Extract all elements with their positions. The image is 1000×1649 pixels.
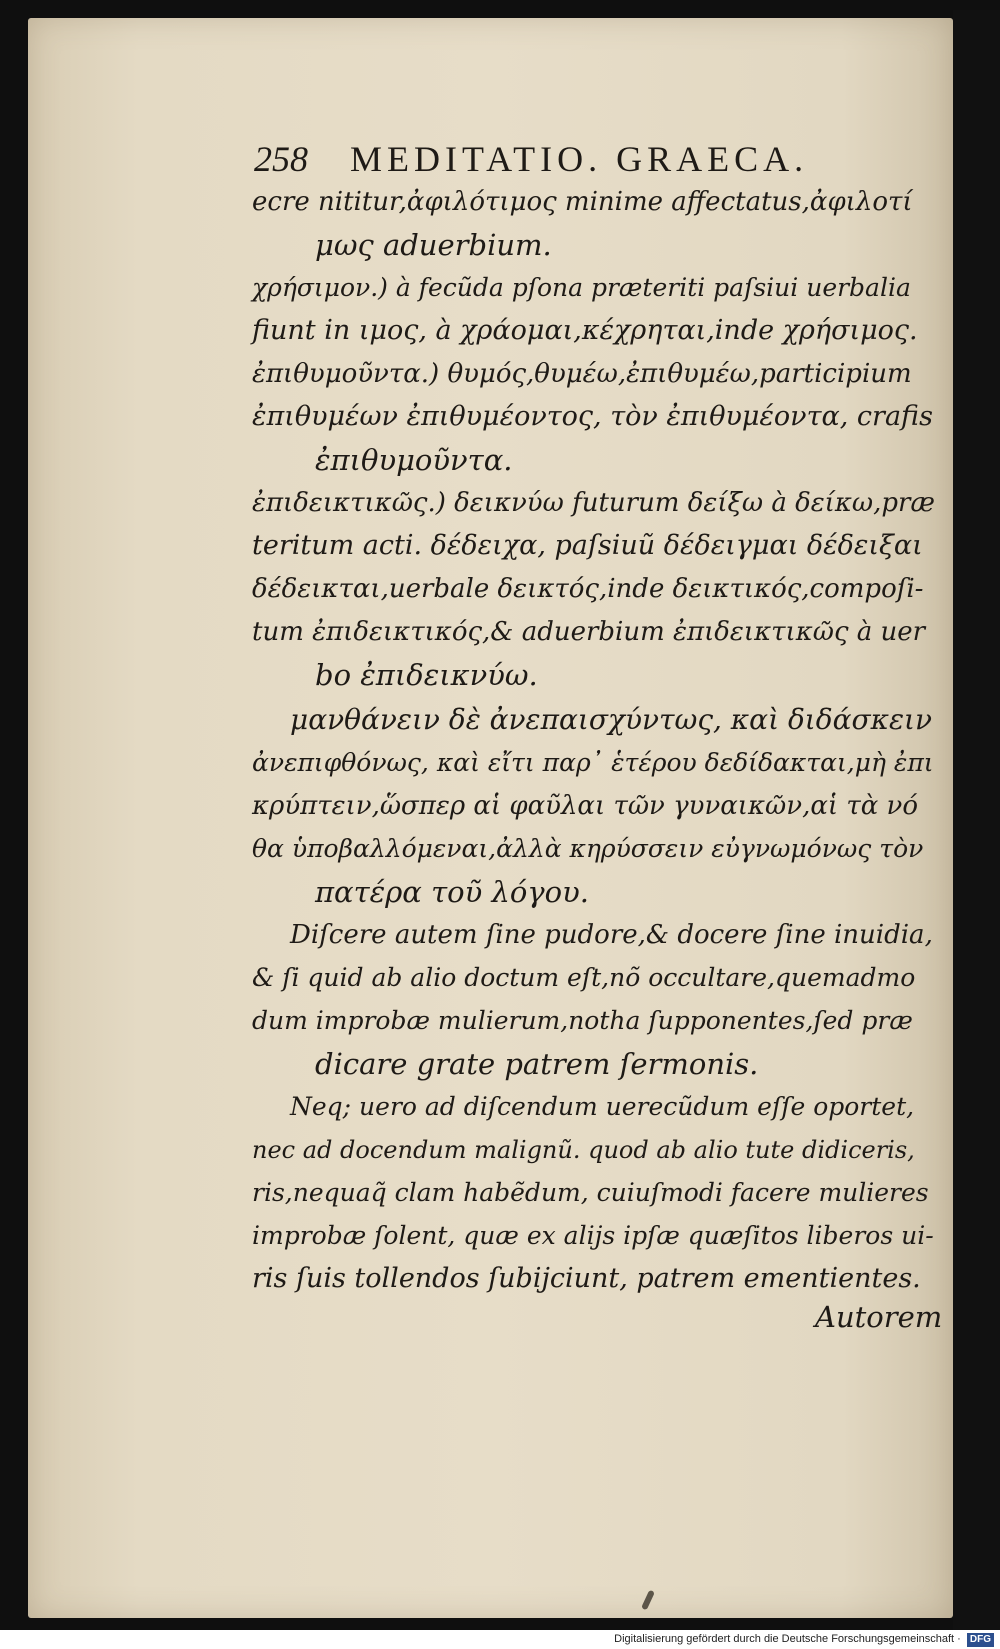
text-line: dum improbæ mulierum,notha ſupponentes,ſed præ	[252, 1006, 913, 1035]
text-line: improbæ ſolent, quæ ex alijs ipſæ quæſitos liberos ui-	[252, 1221, 934, 1250]
text-line: χρήσιμον.) à fecũda pſona præteriti paſsiui uerbalia	[252, 273, 911, 302]
text-line: ἐπιθυμοῦντα.) θυμός,θυμέω,ἐπιθυμέω,participium	[252, 359, 912, 389]
text-line: & ſi quid ab alio doctum eſt,nõ occultare,quemadmo	[252, 963, 916, 992]
page-header	[254, 138, 808, 180]
text-line: dicare grate patrem ſermonis.	[315, 1047, 759, 1081]
scan-background	[953, 10, 1000, 1630]
text-line: δέδεικται,uerbale δεικτός,inde δεικτικός,compoſi-	[252, 574, 924, 604]
text-line: μανθάνειν δὲ ἀνεπαισχύντως, καὶ διδάσκειν	[290, 703, 933, 736]
page-number: 258	[254, 139, 308, 179]
text-line: ecre nititur,ἀφιλότιμος minime affectatus,ἀφιλοτί	[252, 187, 913, 217]
dfg-logo: DFG	[967, 1633, 994, 1647]
text-line: teritum acti. δέδειχα, paſsiuũ δέδειγμαι δέδειξαι	[252, 530, 923, 561]
text-line: nec ad docendum malignũ. quod ab alio tute didiceris,	[252, 1136, 915, 1164]
text-line: Neq; uero ad diſcendum uerecũdum eſſe oportet,	[290, 1092, 915, 1121]
text-line: κρύπτειν,ὥσπερ αἱ φαῦλαι τῶν γυναικῶν,αἱ τὰ νό	[252, 791, 919, 821]
text-line: ris ſuis tollendos ſubijciunt, patrem ementientes.	[252, 1263, 921, 1294]
text-line: ἐπιδεικτικῶς.) δεικνύω futurum δείξω à δείκω,præ	[252, 488, 935, 518]
running-title: MEDITATIO. GRAECA.	[350, 139, 809, 179]
digitization-footer	[0, 1630, 1000, 1649]
text-line: ἐπιθυμέων ἐπιθυμέοντος, τὸν ἐπιθυμέοντα, crafis	[252, 401, 933, 432]
text-line: ἀνεπιφθόνως, καὶ εἴτι παρ᾽ ἑτέρου δεδίδακται,μὴ ἐπι	[252, 748, 934, 777]
text-line: tum ἐπιδεικτικός,& aduerbium ἐπιδεικτικῶς à uer	[252, 617, 926, 647]
footer-text: Digitalisierung gefördert durch die Deutsche Forschungsgemeinschaft ·	[614, 1633, 961, 1645]
text-line: μως aduerbium.	[315, 228, 552, 262]
text-line: ris,nequaq̃ clam habẽdum, cuiuſmodi facere mulieres	[252, 1178, 929, 1207]
text-line: θα ὑποβαλλόμεναι,ἀλλὰ κηρύσσειν εὐγνωμόνως τὸν	[252, 834, 924, 863]
catchword: Autorem	[815, 1300, 943, 1334]
text-line: fiunt in ιμος, à χράομαι,κέχρηται,inde χρήσιμος.	[252, 315, 918, 346]
text-line: πατέρα τοῦ λόγου.	[315, 875, 589, 909]
text-line: ἐπιθυμοῦντα.	[315, 443, 513, 477]
text-line: Diſcere autem ſine pudore,& docere ſine inuidia,	[290, 920, 933, 950]
text-line: bo ἐπιδεικνύω.	[315, 658, 538, 692]
